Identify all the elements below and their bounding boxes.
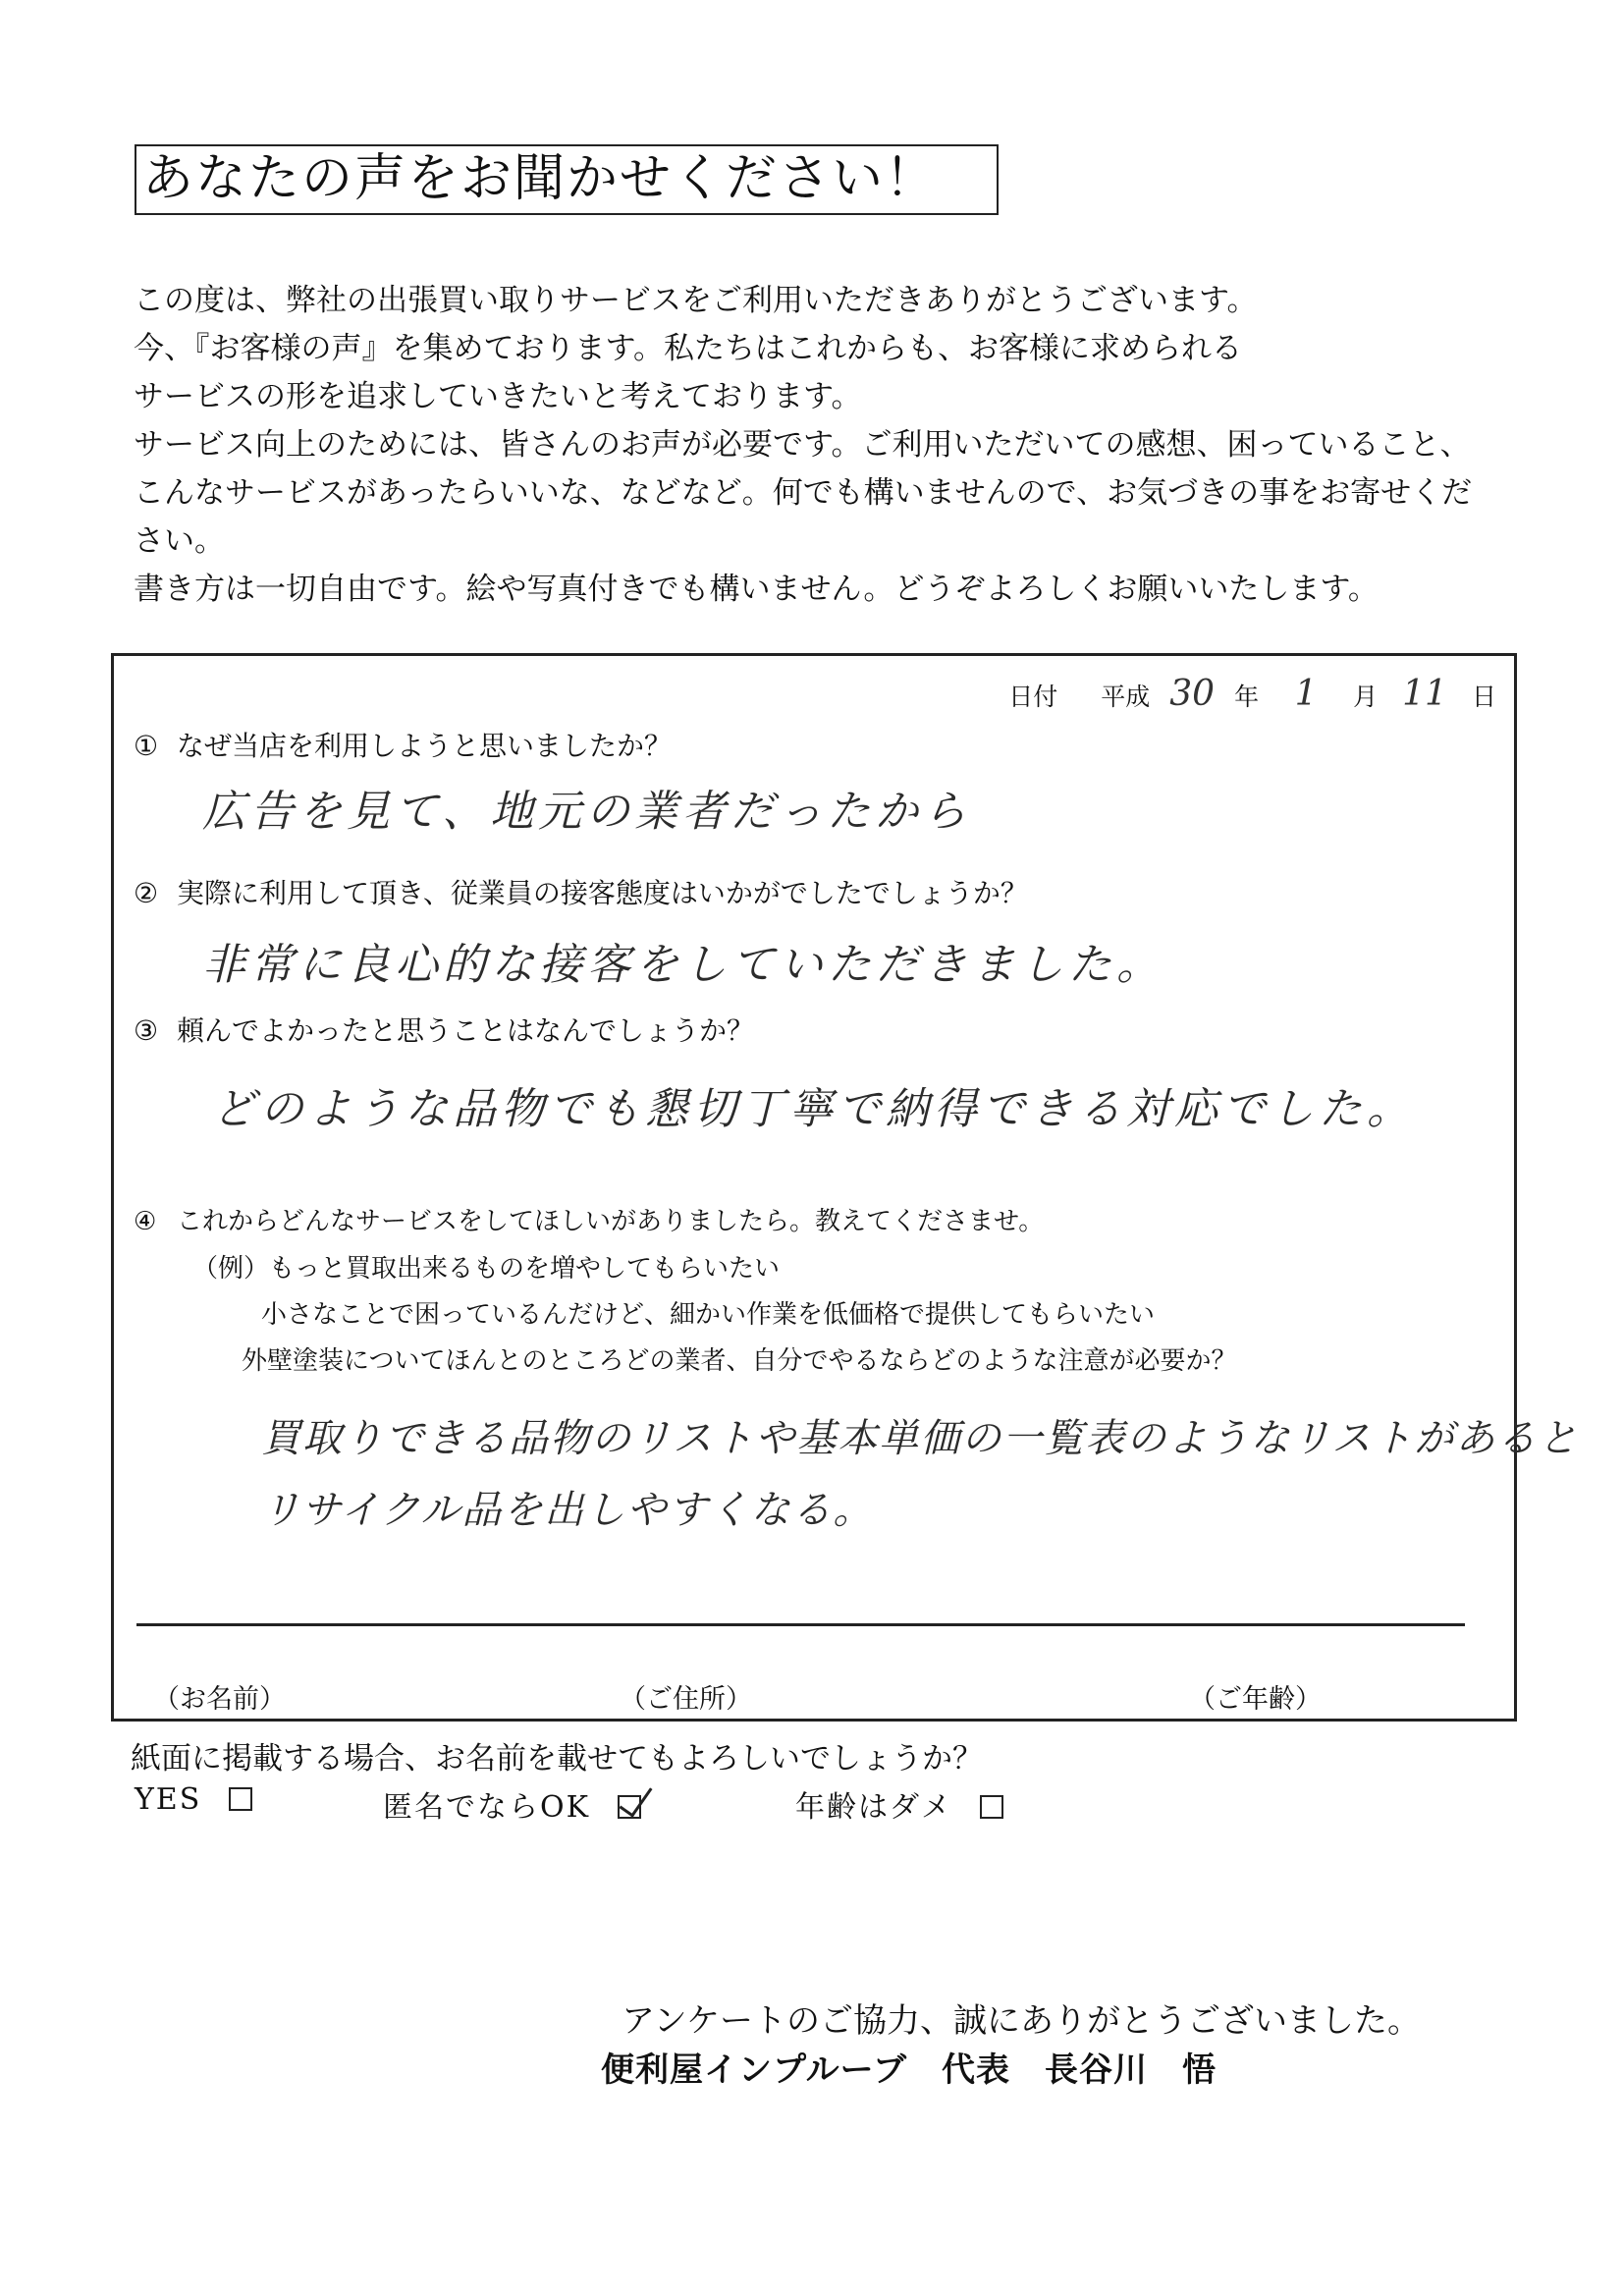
date-day-unit: 日	[1471, 683, 1496, 711]
option-label: YES	[135, 1782, 202, 1817]
checkbox-yes[interactable]	[229, 1787, 252, 1811]
question-number: ①	[134, 730, 159, 762]
intro-line: サービスの形を追求していきたいと考えております。	[134, 379, 862, 414]
intro-line: 書き方は一切自由です。絵や写真付きでも構いません。どうぞよろしくお願いいたします。	[134, 572, 1379, 607]
date-month-unit: 月	[1353, 683, 1379, 711]
date-year-unit: 年	[1234, 683, 1260, 711]
date-month-field[interactable]: 1	[1294, 674, 1318, 714]
age-label: （ご年齢）	[1189, 1684, 1322, 1715]
question-number: ②	[134, 877, 159, 909]
question-4	[134, 1201, 1044, 1237]
date-era: 平成	[1101, 683, 1151, 711]
intro-line: サービス向上のためには、皆さんのお声が必要です。ご利用いただいての感想、困っていること、	[134, 427, 1471, 463]
checkbox-no-age[interactable]	[980, 1795, 1003, 1819]
question-number: ③	[134, 1014, 159, 1047]
thanks-message: アンケートのご協力、誠にありがとうございました。	[622, 2001, 1421, 2041]
option-yes[interactable]	[135, 1782, 252, 1817]
question-text: 頼んでよかったと思うことはなんでしょうか？	[177, 1014, 755, 1047]
company-signature: 便利屋インプルーブ 代表 長谷川 悟	[601, 2050, 1217, 2090]
question-text: なぜ当店を利用しようと思いましたか？	[177, 730, 673, 762]
question-1	[134, 725, 672, 764]
survey-form	[111, 653, 1580, 1722]
page-title: あなたの声をお聞かせください！	[135, 144, 999, 215]
answer-4-line-2[interactable]: リサイクル品を出しやすくなる。	[261, 1488, 875, 1533]
address-label: （ご住所）	[620, 1684, 752, 1715]
example-line: 小さなことで困っているんだけど、細かい作業を低価格で提供してもらいたい	[261, 1300, 1156, 1330]
signature-divider	[136, 1623, 1465, 1626]
intro-line: 今、『お客様の声』を集めております。私たちはこれからも、お客様に求められる	[134, 331, 1243, 366]
date-label: 日付	[1008, 683, 1058, 711]
option-no-age[interactable]	[795, 1782, 1003, 1826]
option-label: 年齢はダメ	[795, 1790, 952, 1825]
answer-4-line-1[interactable]: 買取りできる品物のリストや基本単価の一覧表のようなリストがあると	[261, 1416, 1580, 1461]
answer-2[interactable]: 非常に良心的な接客をしていただきました。	[202, 940, 1164, 990]
date-row	[1008, 674, 1496, 714]
answer-1[interactable]: 広告を見て、地元の業者だったから	[202, 787, 972, 837]
answer-3[interactable]: どのような品物でも懇切丁寧で納得できる対応でした。	[212, 1084, 1415, 1134]
date-year-field[interactable]: 30	[1169, 674, 1216, 714]
intro-line: さい。	[134, 523, 225, 559]
intro-line: こんなサービスがあったらいいな、などなど。何でも構いませんので、お気づきの事をお寄せくだ	[134, 475, 1473, 511]
checkbox-anonymous[interactable]	[618, 1795, 641, 1819]
intro-text	[134, 277, 1528, 614]
question-text: これからどんなサービスをしてほしいがありましたら。教えてくださませ。	[177, 1207, 1045, 1236]
question-3	[134, 1010, 754, 1049]
date-day-field[interactable]: 11	[1402, 674, 1447, 714]
example-line	[192, 1248, 780, 1285]
consent-question: 紙面に掲載する場合、お名前を載せてもよろしいでしょうか？	[131, 1741, 983, 1777]
example-line: 外壁塗装についてほんとのところどの業者、自分でやるならどのような注意が必要か？	[242, 1346, 1237, 1376]
option-label: 匿名でならOK	[383, 1790, 591, 1825]
intro-line: この度は、弊社の出張買い取りサービスをご利用いただきありがとうございます。	[134, 283, 1258, 318]
question-2	[134, 872, 1028, 911]
option-anonymous[interactable]	[383, 1782, 641, 1826]
example-prefix: （例）	[192, 1254, 270, 1284]
example-text: もっと買取出来るものを増やしてもらいたい	[269, 1254, 781, 1284]
question-text: 実際に利用して頂き、従業員の接客態度はいかがでしたでしょうか？	[177, 877, 1028, 909]
name-label: （お名前）	[153, 1684, 286, 1715]
question-number: ④	[134, 1207, 157, 1236]
